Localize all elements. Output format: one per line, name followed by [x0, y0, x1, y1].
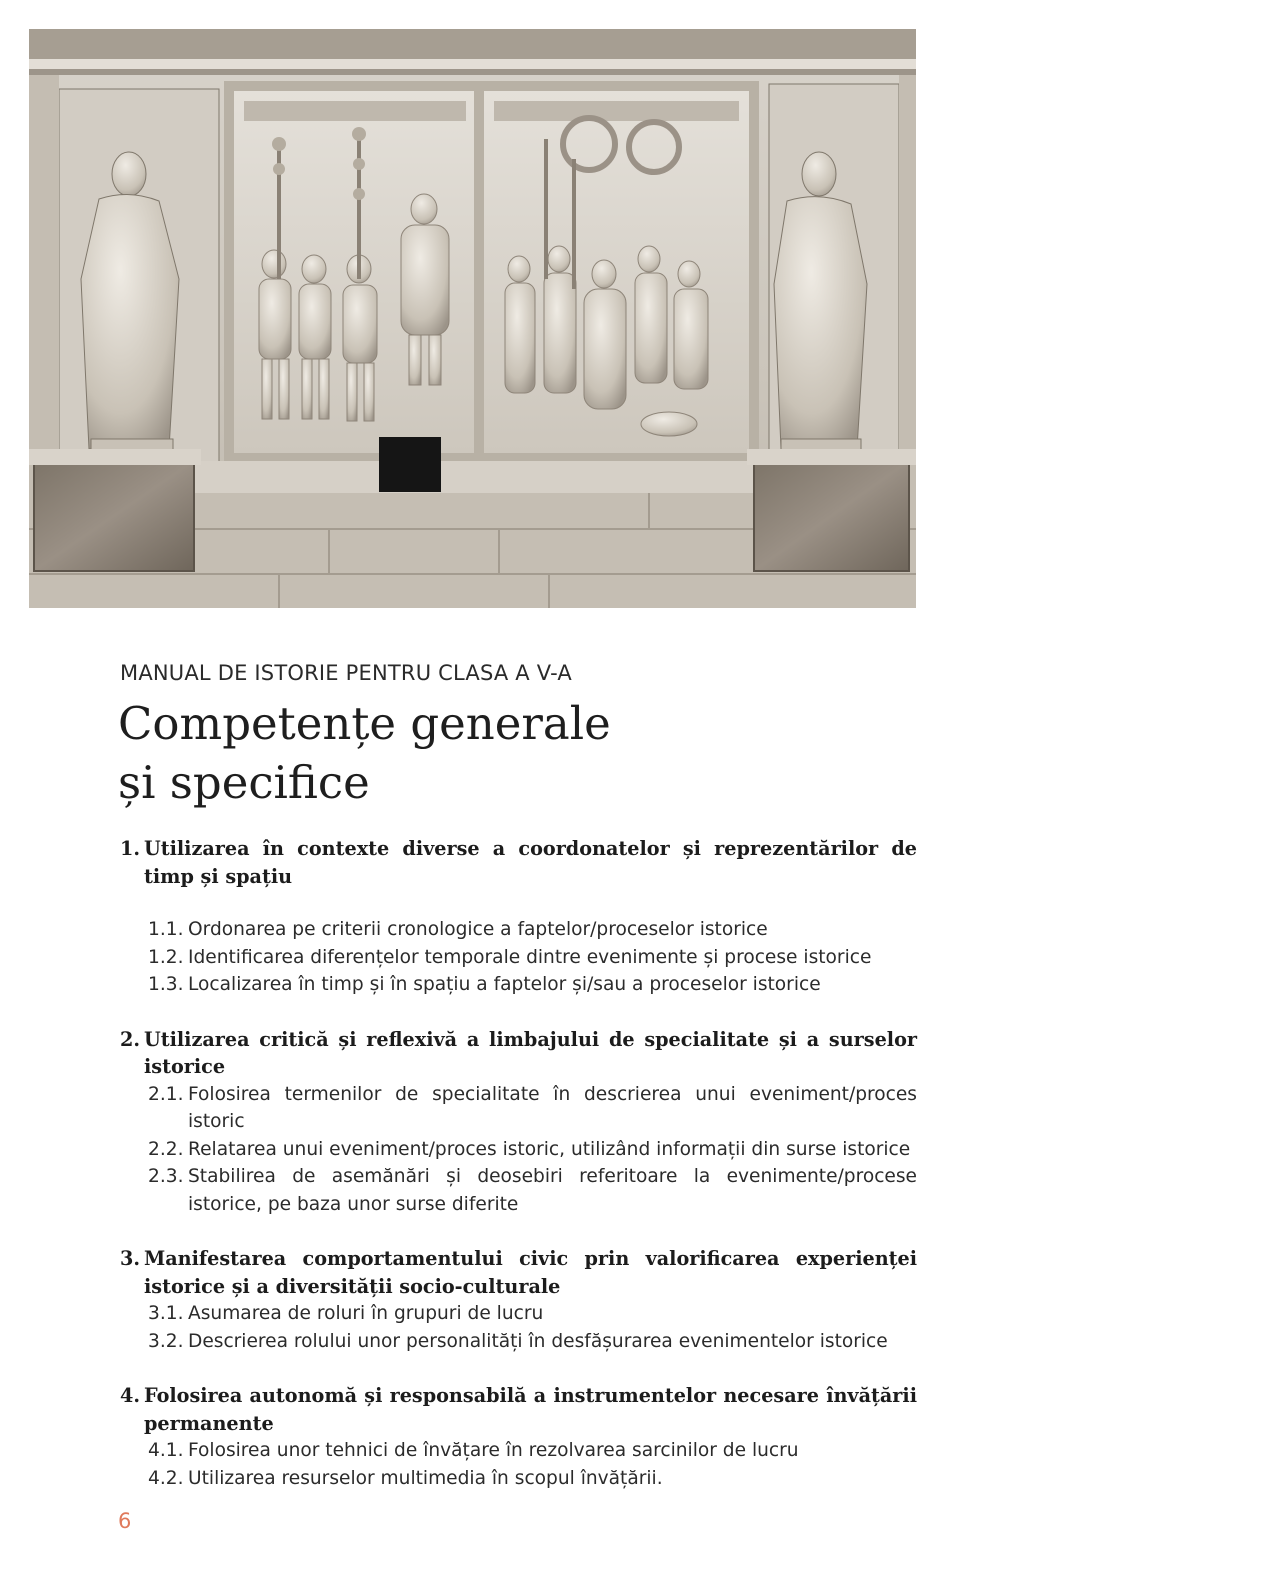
competence-title: Folosirea autonomă și responsabilă a instrumentelor necesare învățării permanente	[144, 1384, 917, 1435]
item-number: 1.1.	[148, 919, 184, 940]
list-item	[120, 971, 917, 999]
specific-competences	[120, 1081, 917, 1219]
list-item	[120, 1136, 917, 1164]
page-title-line-1: Competențe generale	[118, 697, 611, 750]
list-item	[120, 1465, 917, 1493]
item-text: Stabilirea de asemănări și deosebiri referitoare la evenimente/procese istorice, pe baza unor surse diferite	[188, 1166, 917, 1215]
competence-3	[120, 1245, 917, 1355]
competence-2	[120, 1026, 917, 1219]
item-text: Relatarea unui eveniment/proces istoric, utilizând informații din surse istorice	[188, 1138, 911, 1160]
specific-competences	[120, 1300, 917, 1355]
competence-heading	[120, 835, 917, 890]
competence-4	[120, 1382, 917, 1492]
item-number: 4.2.	[148, 1467, 184, 1489]
list-item	[120, 1300, 917, 1328]
competence-number: 3.	[120, 1247, 141, 1270]
arch-relief-photo	[29, 29, 916, 608]
book-subtitle: MANUAL DE ISTORIE PENTRU CLASA A V-A	[120, 661, 572, 685]
list-item	[120, 1328, 917, 1356]
item-number: 2.2.	[148, 1138, 184, 1160]
list-item	[120, 944, 917, 972]
item-text: Utilizarea resurselor multimedia în scopul învățării.	[188, 1467, 663, 1489]
list-item	[120, 1437, 917, 1465]
item-text: Descrierea rolului unor personalități în desfășurarea evenimentelor istorice	[188, 1330, 888, 1352]
competence-number: 4.	[120, 1384, 141, 1407]
item-text: Asumarea de roluri în grupuri de lucru	[188, 1303, 544, 1324]
item-text: Ordonarea pe criterii cronologice a faptelor/proceselor istorice	[188, 919, 768, 940]
page-number: 6	[118, 1509, 132, 1533]
competence-number: 1.	[120, 837, 141, 860]
list-item	[120, 1163, 917, 1218]
list-item	[120, 1081, 917, 1136]
competence-title: Utilizarea critică și reflexivă a limbajului de specialitate și a surselor istorice	[144, 1027, 917, 1078]
item-number: 1.2.	[148, 946, 184, 968]
item-number: 3.2.	[148, 1330, 184, 1352]
competence-heading	[120, 1382, 917, 1437]
item-number: 3.1.	[148, 1303, 184, 1324]
item-text: Localizarea în timp și în spațiu a faptelor și/sau a proceselor istorice	[188, 974, 821, 995]
item-number: 4.1.	[148, 1440, 184, 1461]
item-number: 2.1.	[148, 1083, 184, 1105]
list-item	[120, 916, 917, 944]
page-title	[118, 694, 918, 812]
item-text: Folosirea termenilor de specialitate în descrierea unui eveniment/proces istoric	[188, 1083, 917, 1132]
specific-competences	[120, 1437, 917, 1492]
item-text: Identificarea diferențelor temporale dintre evenimente și procese istorice	[188, 946, 872, 968]
competence-1	[120, 835, 917, 999]
competence-title: Manifestarea comportamentului civic prin valorificarea experienței istorice și a diversității socio-culturale	[144, 1247, 917, 1298]
competences-list	[120, 835, 917, 1492]
competence-heading	[120, 1245, 917, 1300]
page-title-line-2: și specifice	[118, 756, 370, 809]
competence-number: 2.	[120, 1027, 141, 1051]
competence-title: Utilizarea în contexte diverse a coordonatelor și reprezentărilor de timp și spațiu	[144, 837, 917, 888]
item-number: 1.3.	[148, 974, 184, 995]
specific-competences	[120, 916, 917, 999]
item-text: Folosirea unor tehnici de învățare în rezolvarea sarcinilor de lucru	[188, 1440, 799, 1461]
item-number: 2.3.	[148, 1166, 184, 1187]
competence-heading	[120, 1026, 917, 1081]
